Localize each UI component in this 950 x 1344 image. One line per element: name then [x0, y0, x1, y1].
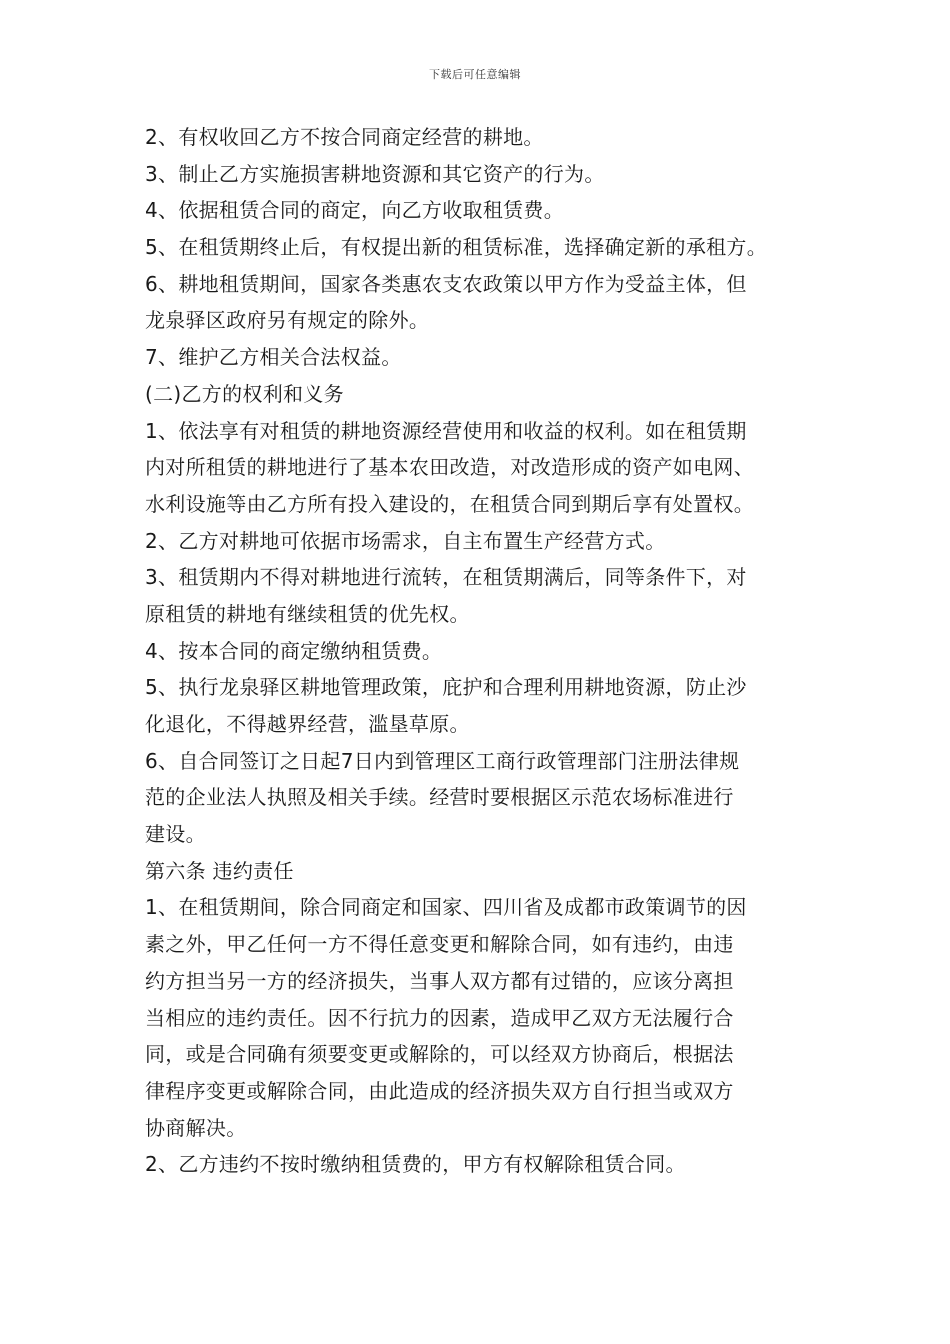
text-line: 建设。: [145, 822, 206, 847]
text-line: 3、制止乙方实施损害耕地资源和其它资产的行为。: [145, 161, 605, 186]
text-line: 原租赁的耕地有继续租赁的优先权。: [145, 601, 470, 626]
text-line: 协商解决。: [145, 1115, 247, 1140]
text-line: 6、耕地租赁期间，国家各类惠农支农政策以甲方作为受益主体，但: [145, 271, 747, 296]
text-line: 化退化，不得越界经营，滥垦草原。: [145, 712, 470, 736]
text-line: 内对所租赁的耕地进行了基本农田改造，对改造形成的资产如电网、: [145, 455, 754, 480]
text-line: 4、依据租赁合同的商定，向乙方收取租赁费。: [145, 198, 565, 223]
text-line: 1、在租赁期间，除合同商定和国家、四川省及成都市政策调节的因: [145, 895, 747, 920]
text-line: 5、在租赁期终止后，有权提出新的租赁标准，选择确定新的承租方。: [145, 235, 768, 260]
document-body: [145, 119, 825, 1183]
text-line: 1、依法享有对租赁的耕地资源经营使用和收益的权利。如在租赁期: [145, 418, 747, 443]
text-line: 5、执行龙泉驿区耕地管理政策，庇护和合理利用耕地资源，防止沙: [145, 675, 747, 700]
text-line: 2、有权收回乙方不按合同商定经营的耕地。: [145, 125, 544, 149]
text-line: 约方担当另一方的经济损失，当事人双方都有过错的，应该分离担: [145, 968, 734, 993]
text-line: 龙泉驿区政府另有规定的除外。: [145, 308, 430, 333]
text-line: (二)乙方的权利和义务: [145, 381, 344, 406]
text-line: 2、乙方违约不按时缴纳租赁费的，甲方有权解除租赁合同。: [145, 1152, 686, 1177]
text-line: 素之外，甲乙任何一方不得任意变更和解除合同，如有违约，由违: [145, 932, 734, 957]
text-line: 6、自合同签订之日起7日内到管理区工商行政管理部门注册法律规: [145, 748, 740, 773]
text-line: 当相应的违约责任。因不行抗力的因素，造成甲乙双方无法履行合: [145, 1005, 734, 1030]
text-line: 同，或是合同确有须要变更或解除的，可以经双方协商后，根据法: [145, 1042, 734, 1067]
text-line: 3、租赁期内不得对耕地进行流转，在租赁期满后，同等条件下，对: [145, 565, 747, 590]
text-line: 第六条 违约责任: [145, 858, 294, 883]
text-line: 2、乙方对耕地可依据市场需求，自主布置生产经营方式。: [145, 528, 666, 553]
text-line: 水利设施等由乙方所有投入建设的，在租赁合同到期后享有处置权。: [145, 491, 754, 516]
text-line: 范的企业法人执照及相关手续。经营时要根据区示范农场标准进行: [145, 785, 734, 810]
text-line: 7、维护乙方相关合法权益。: [145, 345, 402, 370]
page-header: 下载后可任意编辑: [429, 68, 521, 81]
text-line: 4、按本合同的商定缴纳租赁费。: [145, 638, 443, 663]
text-line: 律程序变更或解除合同，由此造成的经济损失双方自行担当或双方: [145, 1078, 734, 1103]
